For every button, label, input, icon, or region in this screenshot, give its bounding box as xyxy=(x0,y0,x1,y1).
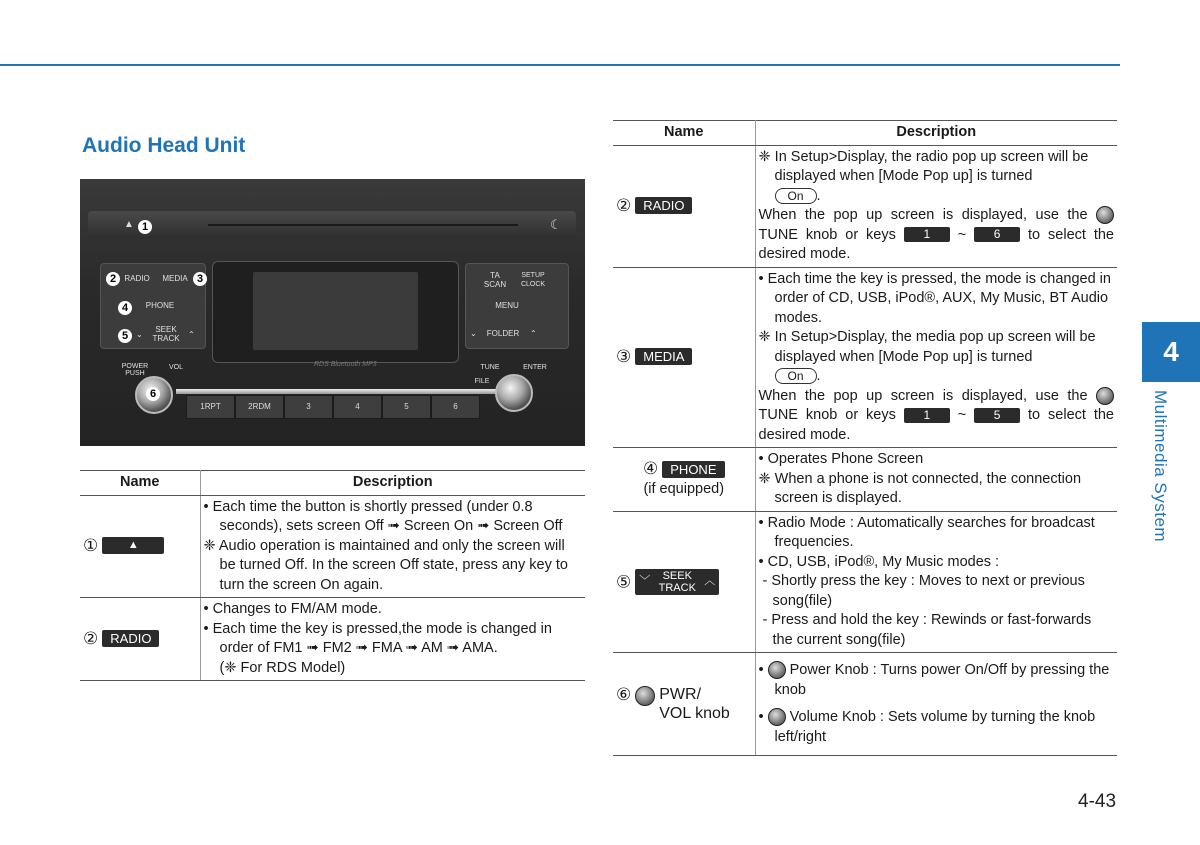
key-6-icon: 6 xyxy=(974,227,1020,242)
seek-bullet-3: - Shortly press the key : Moves to next or previous song(file) xyxy=(762,573,1085,609)
left-description-table xyxy=(80,470,585,681)
seek-down-icon: ﹀ xyxy=(639,574,651,587)
phone-chip: PHONE xyxy=(662,461,724,478)
radio-bullet-2: • Each time the key is pressed,the mode is changed in order of FM1 ➟ FM2 ➟ FMA ➟ AM ➟ AMA. xyxy=(203,620,552,656)
popup-text-a: When the pop up screen is displayed, use the xyxy=(758,207,1088,223)
preset-5: 5 xyxy=(382,395,431,419)
callout-1: 1 xyxy=(138,220,152,234)
knob-label-2: VOL knob xyxy=(659,705,730,722)
radio-note: (❈ For RDS Model) xyxy=(219,659,346,676)
popup-text-a: When the pop up screen is displayed, use the xyxy=(758,387,1088,404)
knob-icon xyxy=(635,686,655,706)
enter-label: ENTER xyxy=(523,364,547,371)
key-1-icon: 1 xyxy=(904,227,950,242)
name-header: Name xyxy=(613,121,755,146)
preset-2: 2RDM xyxy=(235,395,284,419)
media-chip: MEDIA xyxy=(635,348,692,365)
name-cell xyxy=(613,448,755,512)
number-6: ⑥ xyxy=(616,685,632,704)
media-bullet: • Each time the key is pressed, the mode is changed in order of CD, USB, iPod®, AUX, My Music, BT Audio modes. xyxy=(758,270,1111,326)
table-row xyxy=(613,145,1117,267)
screen-bezel xyxy=(212,261,459,363)
phone-sub: (if equipped) xyxy=(643,480,725,497)
seek-track-chip xyxy=(635,569,719,595)
power-knob-bullet: • Power Knob : Turns power On/Off by pressing the knob xyxy=(758,662,1110,698)
eject-icon: ▲ xyxy=(102,537,164,554)
cd-slot xyxy=(88,211,576,239)
scan-text: SCAN xyxy=(483,280,507,289)
track-text: TRACK xyxy=(152,334,180,343)
push-text: PUSH xyxy=(125,370,145,377)
seek-track-label xyxy=(146,325,186,343)
seek-up-icon: ⌃ xyxy=(188,330,195,339)
number-5: ⑤ xyxy=(616,572,632,591)
power-push-label xyxy=(120,363,150,377)
radio-bullet-1: • Changes to FM/AM mode. xyxy=(203,601,382,617)
tune-knob xyxy=(495,374,533,412)
right-description-table xyxy=(613,120,1117,756)
popup-text-b: TUNE knob or keys xyxy=(758,226,896,243)
folder-down-icon: ⌄ xyxy=(470,329,477,338)
seek-bullet-1: • Radio Mode : Automatically searches for broadcast frequencies. xyxy=(758,514,1095,550)
knob-name xyxy=(616,685,752,723)
radio-chip: RADIO xyxy=(635,197,692,214)
top-rule xyxy=(0,64,1120,66)
eject-icon: ▲ xyxy=(124,219,134,230)
description-cell xyxy=(755,511,1117,653)
popup-text-c: to select the desired mode. xyxy=(758,226,1114,262)
table-row xyxy=(613,267,1117,448)
popup-text-b: TUNE knob or keys xyxy=(758,407,896,423)
tilde: ~ xyxy=(957,226,967,243)
table-header-row xyxy=(80,471,585,496)
tune-label: TUNE xyxy=(480,364,500,371)
power-text: POWER xyxy=(121,363,149,370)
seek-up-icon: ︿ xyxy=(704,574,716,587)
callout-5: 5 xyxy=(118,329,132,343)
on-line: On . xyxy=(759,187,1115,207)
preset-6: 6 xyxy=(431,395,480,419)
knob-label xyxy=(659,685,730,723)
seek-text: SEEK xyxy=(662,569,692,582)
table-header-row xyxy=(613,121,1117,146)
preset-3: 3 xyxy=(284,395,333,419)
name-cell xyxy=(613,511,755,653)
folder-label: FOLDER xyxy=(486,329,520,338)
radio-label: RADIO xyxy=(124,274,150,283)
chapter-number-tab: 4 xyxy=(1142,322,1200,382)
number-2: ② xyxy=(616,195,632,215)
ta-scan-label xyxy=(478,271,512,289)
page-number: 4-43 xyxy=(1078,791,1117,812)
table-row xyxy=(80,495,585,598)
knob-icon xyxy=(768,661,786,679)
number-3: ③ xyxy=(616,347,632,367)
table-row xyxy=(613,511,1117,653)
setup-text: SETUP xyxy=(521,272,545,279)
knob-icon xyxy=(768,708,786,726)
name-header: Name xyxy=(80,471,200,496)
display-screen xyxy=(253,272,418,350)
on-button-icon: On xyxy=(775,188,817,204)
volume-knob-bullet: • Volume Knob : Sets volume by turning the knob left/right xyxy=(758,709,1096,745)
knob-label-1: PWR/ xyxy=(659,686,702,703)
file-label: FILE xyxy=(474,378,490,385)
phone-bullet: • Operates Phone Screen xyxy=(758,451,924,467)
seek-text: SEEK xyxy=(155,325,177,334)
media-popup-note: ❈ In Setup>Display, the media pop up screen will be displayed when [Mode Pop up] is turned xyxy=(758,329,1096,365)
power-knob-text: Power Knob : Turns power On/Off by pressing the knob xyxy=(774,662,1110,698)
description-cell xyxy=(200,598,585,681)
radio-popup-note: ❈ In Setup>Display, the radio pop up screen will be displayed when [Mode Pop up] is turned xyxy=(758,148,1089,184)
volume-knob-text: Volume Knob : Sets volume by turning the knob left/right xyxy=(774,709,1096,745)
on-button-icon: On xyxy=(775,368,817,384)
radio-chip: RADIO xyxy=(102,630,159,647)
description-cell xyxy=(755,267,1117,448)
eject-note: ❈ Audio operation is maintained and only the screen will be turned Off. In the screen Off state, press any key to turn the screen On again. xyxy=(203,537,568,593)
moon-icon: ☾ xyxy=(550,217,562,232)
description-cell xyxy=(200,495,585,598)
on-line: On . xyxy=(759,367,1115,387)
description-cell xyxy=(755,448,1117,512)
media-label: MEDIA xyxy=(162,274,188,283)
callout-6: 6 xyxy=(146,387,160,401)
key-5-icon: 5 xyxy=(974,408,1020,423)
menu-label: MENU xyxy=(495,301,519,310)
phone-note: ❈ When a phone is not connected, the connection screen is displayed. xyxy=(758,470,1082,506)
tune-knob-icon xyxy=(1096,206,1114,224)
slot-line xyxy=(208,224,518,226)
key-1-icon: 1 xyxy=(904,408,950,423)
popup-text-c: to select the desired mode. xyxy=(758,407,1114,443)
track-text: TRACK xyxy=(658,581,696,594)
name-cell xyxy=(613,653,755,756)
seek-bullet-2: • CD, USB, iPod®, My Music modes : xyxy=(758,553,1000,570)
seek-track-text xyxy=(655,570,699,594)
popup-instruction xyxy=(759,206,1115,265)
table-row xyxy=(80,598,585,681)
description-header: Description xyxy=(200,471,585,496)
callout-2: 2 xyxy=(106,272,120,286)
head-unit-image xyxy=(80,179,585,446)
preset-1: 1RPT xyxy=(186,395,235,419)
number-1: ① xyxy=(83,536,99,556)
brand-logos: RDS Bluetooth MP3 xyxy=(314,361,377,368)
folder-up-icon: ⌃ xyxy=(530,329,537,338)
name-cell xyxy=(80,598,200,681)
vol-label: VOL xyxy=(168,364,183,371)
phone-label: PHONE xyxy=(145,301,175,310)
section-title: Audio Head Unit xyxy=(82,134,246,157)
name-cell xyxy=(613,145,755,267)
callout-4: 4 xyxy=(118,301,132,315)
seek-down-icon: ⌄ xyxy=(136,330,143,339)
preset-4: 4 xyxy=(333,395,382,419)
description-cell xyxy=(755,653,1117,756)
name-cell xyxy=(80,495,200,598)
chapter-title: Multimedia System xyxy=(1151,390,1170,543)
ta-text: TA xyxy=(490,271,500,280)
description-header: Description xyxy=(755,121,1117,146)
table-row xyxy=(613,448,1117,512)
seek-bullet-4: - Press and hold the key : Rewinds or fast-forwards the current song(file) xyxy=(762,612,1092,648)
table-row xyxy=(613,653,1117,756)
callout-3: 3 xyxy=(193,272,207,286)
setup-clock-label xyxy=(514,271,552,289)
silver-strip xyxy=(176,389,506,394)
tune-knob-icon xyxy=(1096,387,1114,405)
description-cell xyxy=(755,145,1117,267)
name-cell xyxy=(613,267,755,448)
clock-text: CLOCK xyxy=(520,281,546,288)
tilde: ~ xyxy=(957,407,967,423)
number-4: ④ xyxy=(642,459,659,479)
number-2: ② xyxy=(83,628,99,648)
eject-bullet: • Each time the button is shortly pressed (under 0.8 seconds), sets screen Off ➟ Screen On ➟ Screen Off xyxy=(203,498,563,534)
popup-instruction xyxy=(759,387,1115,446)
